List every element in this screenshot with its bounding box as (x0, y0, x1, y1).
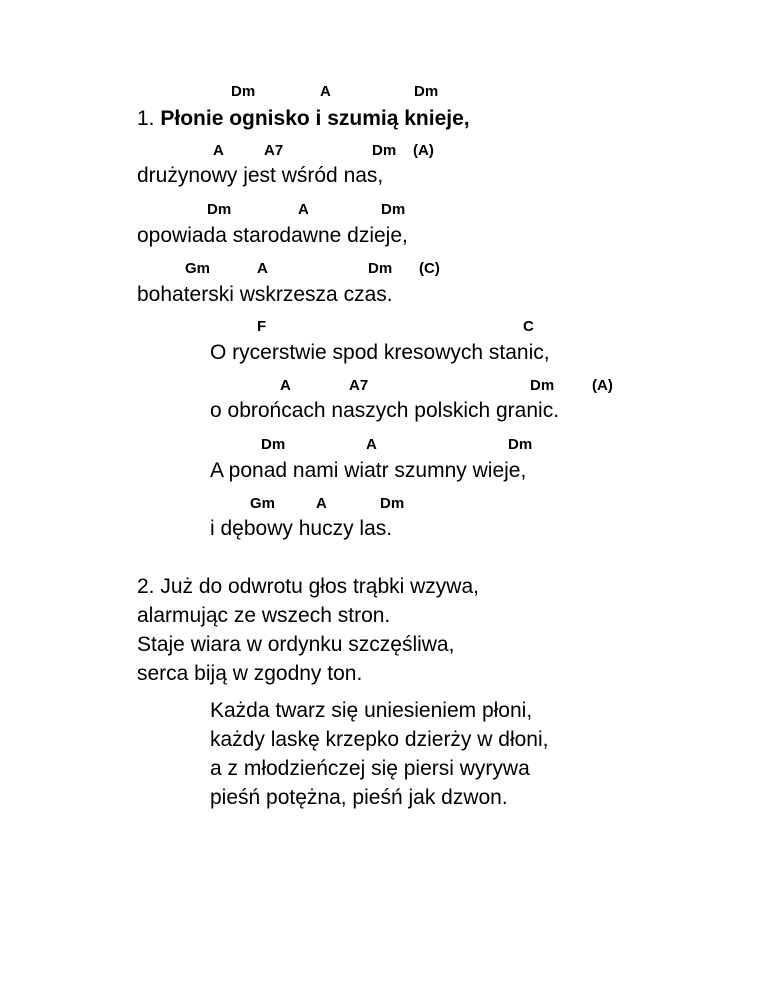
chord: A (280, 377, 291, 394)
chord: A (316, 495, 327, 512)
lyric-line: Każda twarz się uniesieniem płoni, (210, 699, 533, 722)
chord: F (257, 318, 267, 335)
lyric-line: o obrońcach naszych polskich granic. (210, 399, 560, 422)
lyric-line: A ponad nami wiatr szumny wieje, (210, 459, 527, 482)
chord: Dm (231, 83, 256, 100)
chord: A (257, 260, 268, 277)
chord: Dm (380, 495, 405, 512)
chord: A7 (349, 377, 369, 394)
chord: Dm (207, 201, 232, 218)
chord: A (213, 142, 224, 159)
lyric-line: drużynowy jest wśród nas, (137, 164, 384, 187)
chord: Gm (250, 495, 276, 512)
chord: A (366, 436, 377, 453)
lyric-line: O rycerstwie spod kresowych stanic, (210, 341, 550, 364)
chord: Dm (261, 436, 286, 453)
chord: A (320, 83, 331, 100)
chord: (A) (592, 377, 613, 394)
song-title-line: Płonie ognisko i szumią knieje, (160, 107, 470, 130)
chord: Dm (368, 260, 393, 277)
lyric-line: każdy laskę krzepko dzierży w dłoni, (210, 728, 549, 751)
chord: Dm (414, 83, 439, 100)
lyric-line: Staje wiara w ordynku szczęśliwa, (137, 633, 455, 656)
lyric-line: serca biją w zgodny ton. (137, 662, 363, 685)
lyric-line: bohaterski wskrzesza czas. (137, 283, 393, 306)
lyric-line: pieśń potężna, pieśń jak dzwon. (210, 786, 508, 809)
chord: A7 (264, 142, 284, 159)
lyric-line (137, 108, 470, 129)
lyric-line: i dębowy huczy las. (210, 517, 393, 540)
chord: Dm (372, 142, 397, 159)
lyric-line: alarmując ze wszech stron. (137, 604, 391, 627)
chord: Dm (530, 377, 555, 394)
verse-number: 1. (137, 107, 155, 130)
chord: Dm (381, 201, 406, 218)
chord: Gm (185, 260, 211, 277)
lyric-line: 2. Już do odwrotu głos trąbki wzywa, (137, 575, 479, 598)
lyric-line: opowiada starodawne dzieje, (137, 224, 408, 247)
chord: A (298, 201, 309, 218)
chord: (C) (419, 260, 440, 277)
chord: C (523, 318, 534, 335)
chord: Dm (508, 436, 533, 453)
chord: (A) (413, 142, 434, 159)
lyric-line: a z młodzieńczej się piersi wyrywa (210, 757, 530, 780)
